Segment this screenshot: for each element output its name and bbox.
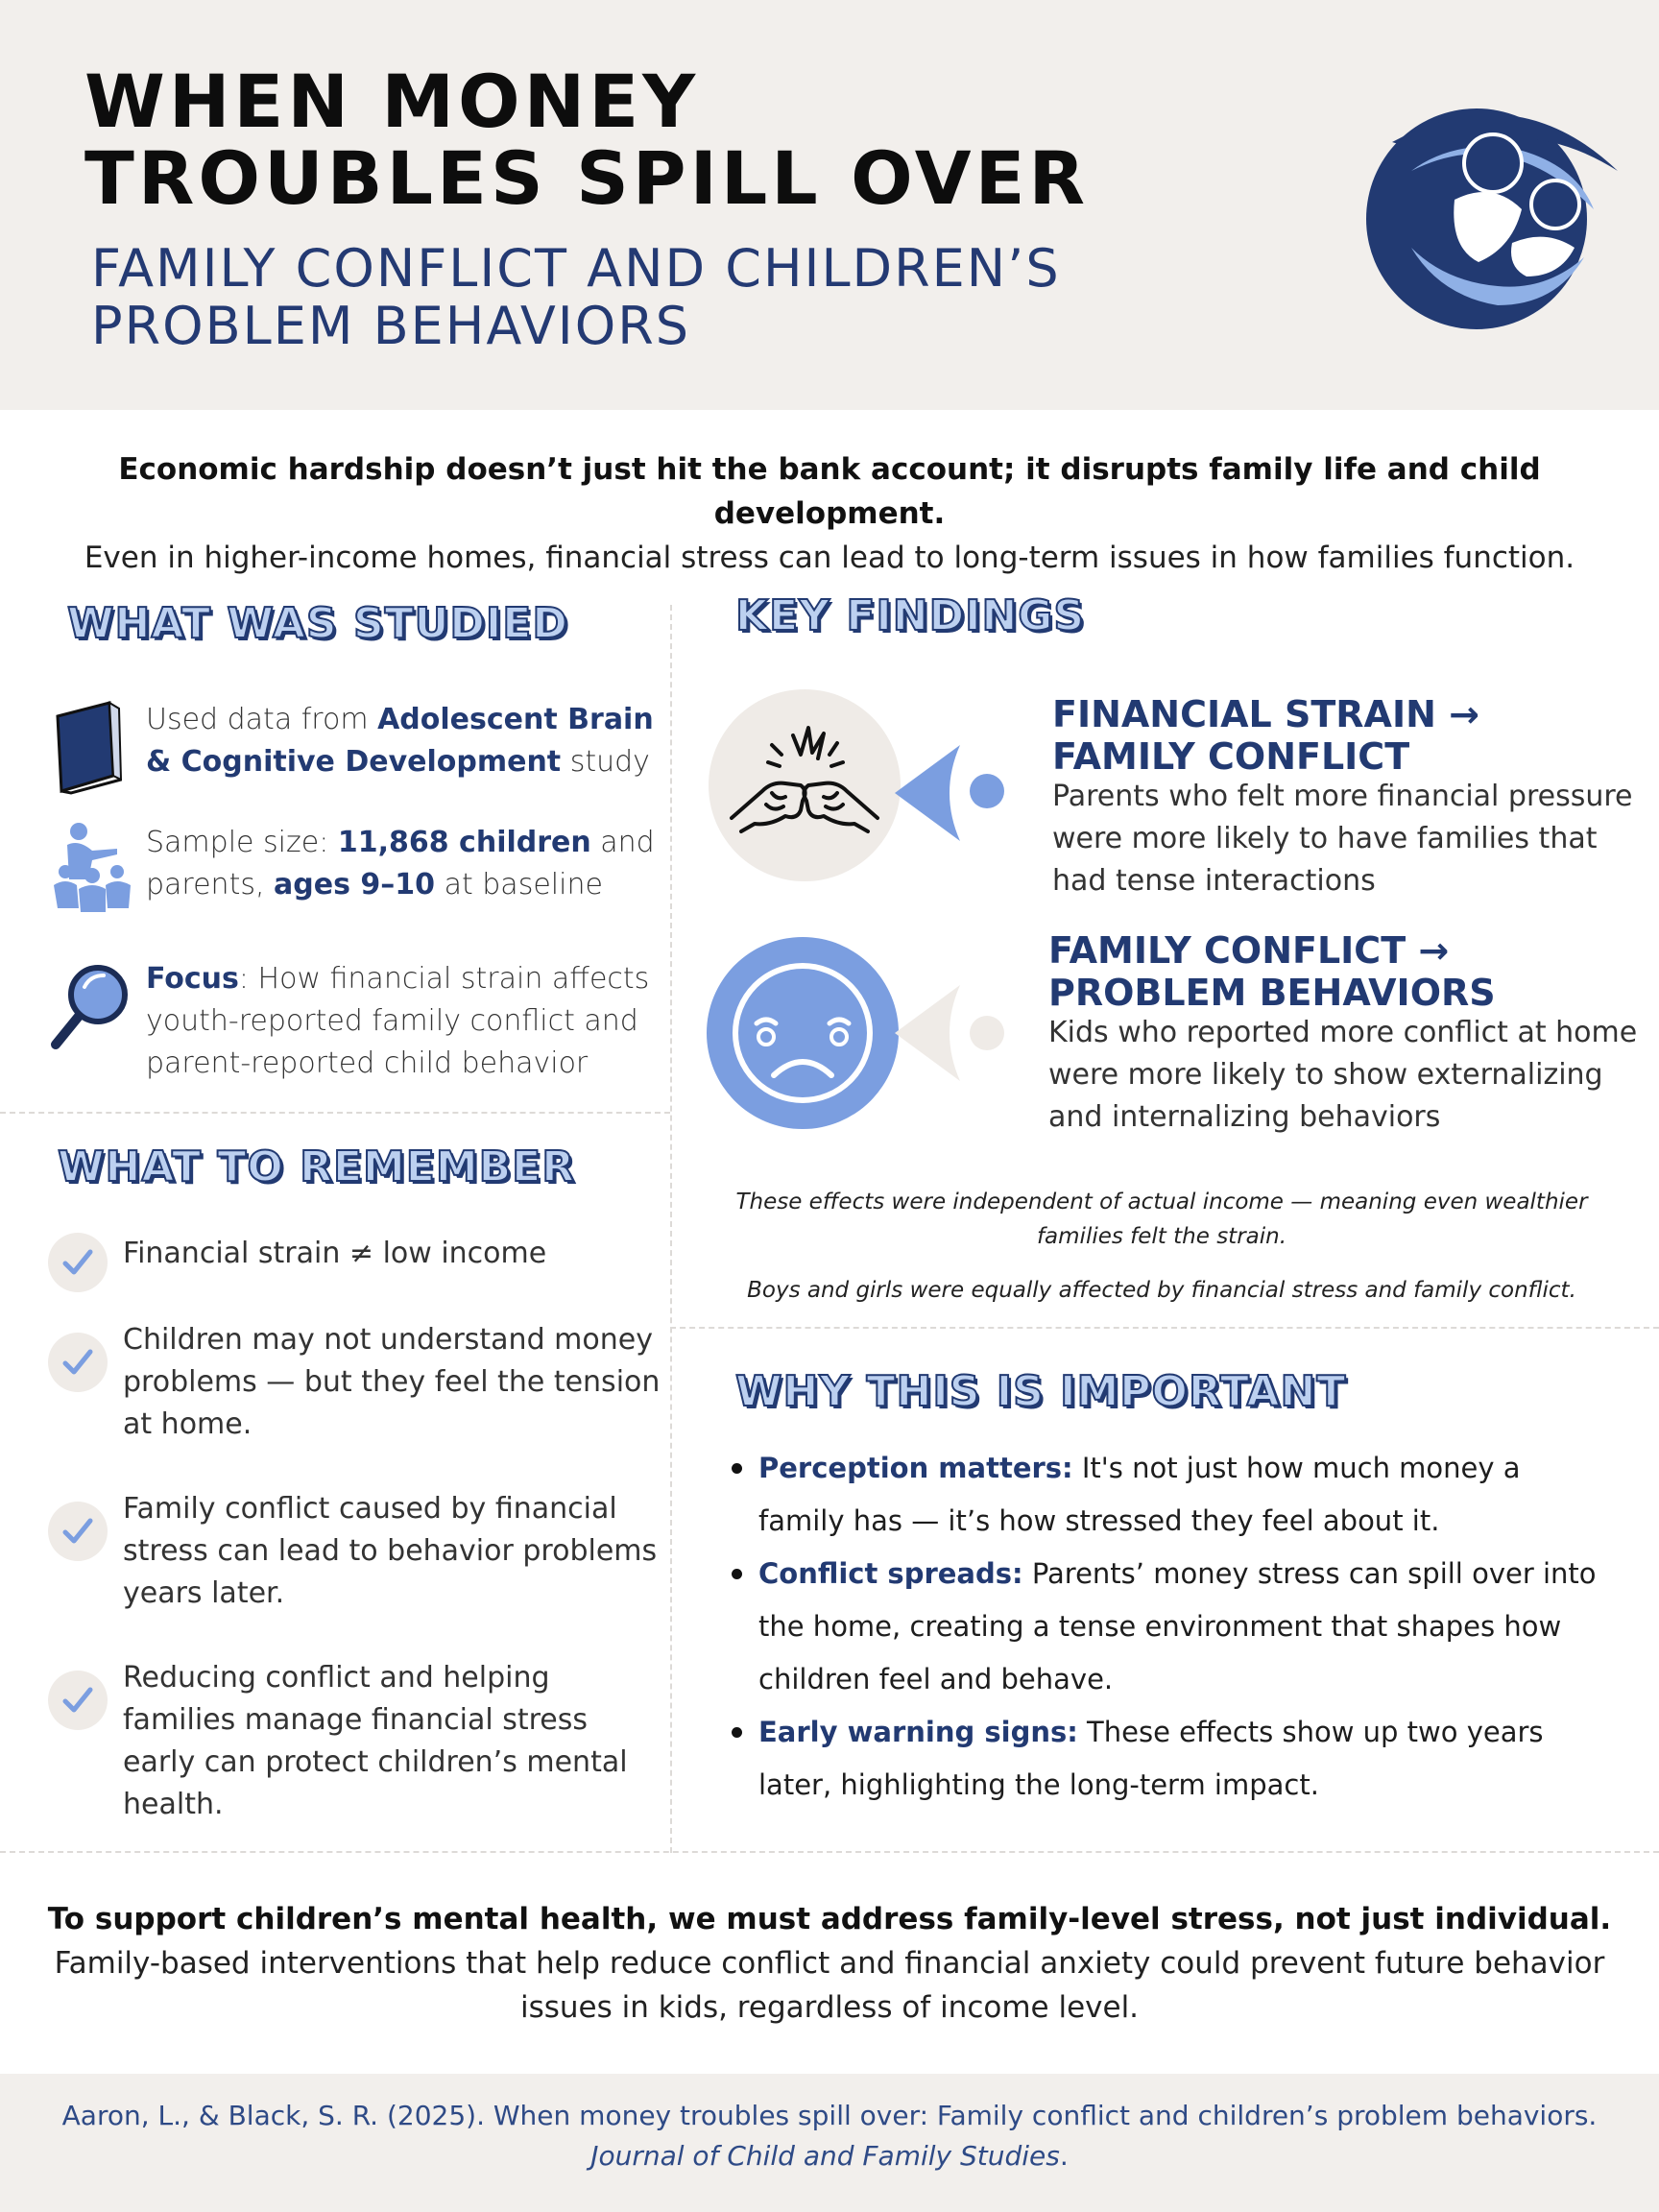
why-item: Conflict spreads: Parents’ money stress can spill over into the home, creating a tense environment that shapes how children feel and behave. <box>730 1548 1613 1706</box>
page-title <box>84 59 1090 221</box>
remember-heading: WHAT TO REMEMBER <box>58 1142 576 1191</box>
studied-heading: WHAT WAS STUDIED <box>67 599 568 648</box>
remember-text: Reducing conflict and helping families manage financial stress early can protect children’s mental health. <box>123 1661 628 1821</box>
citation: Aaron, L., & Black, S. R. (2025). When money troubles spill over: Family conflict and children’s problem behaviors. Journal of Child and Family Studies. <box>61 2100 1598 2172</box>
divider-left <box>0 1112 670 1114</box>
vertical-divider <box>670 605 672 1853</box>
finding-icon-circle <box>707 937 899 1129</box>
page-subtitle <box>91 240 1061 355</box>
remember-text: Family conflict caused by financial stress can lead to behavior problems years later. <box>123 1492 658 1610</box>
finding-icon-circle <box>709 689 901 881</box>
divider-right <box>670 1327 1659 1329</box>
magnifier-icon <box>50 958 136 1054</box>
check-icon <box>48 1233 108 1292</box>
conclusion <box>38 1897 1621 2030</box>
why-list <box>730 1442 1613 1812</box>
title-line-2: TROUBLES SPILL OVER <box>84 135 1090 221</box>
study-item-text: Focus: How financial strain affects youth-reported family conflict and parent-reported child behavior <box>146 962 650 1080</box>
conclusion-plain: Family-based interventions that help reduce conflict and financial anxiety could prevent future behavior issues in kids, regardless of income level. <box>54 1946 1605 2025</box>
family-logo-icon <box>1354 104 1623 334</box>
check-icon <box>48 1671 108 1730</box>
conflict-fists-icon <box>709 689 901 881</box>
why-item: Perception matters: It's not just how much money a family has — it’s how stressed they feel about it. <box>730 1442 1613 1548</box>
check-icon <box>48 1333 108 1392</box>
family-icon <box>50 822 136 918</box>
why-item: Early warning signs: These effects show up two years later, highlighting the long-term impact. <box>730 1706 1613 1812</box>
sad-face-icon <box>707 937 899 1129</box>
arrow-pointer-icon <box>895 741 1010 847</box>
study-item-text: Used data from Adolescent Brain & Cognitive Development study <box>146 703 654 779</box>
check-icon <box>48 1502 108 1561</box>
findings-heading: KEY FINDINGS <box>735 591 1086 640</box>
findings-note-gender: Boys and girls were equally affected by financial stress and family conflict. <box>747 1278 1576 1303</box>
subtitle-line-1: FAMILY CONFLICT AND CHILDREN’S <box>91 238 1061 299</box>
arrow-pointer-icon <box>895 981 1010 1087</box>
intro-bold: Economic hardship doesn’t just hit the bank account; it disrupts family life and child development. <box>118 452 1541 531</box>
finding-title: FAMILY CONFLICT → PROBLEM BEHAVIORS <box>1048 929 1496 1014</box>
finding-title: FINANCIAL STRAIN → FAMILY CONFLICT <box>1052 693 1479 778</box>
intro-text <box>38 447 1621 580</box>
remember-text: Children may not understand money problems — but they feel the tension at home. <box>123 1323 661 1441</box>
remember-text: Financial strain ≠ low income <box>123 1237 547 1270</box>
finding-text: Kids who reported more conflict at home were more likely to show externalizing and internalizing behaviors <box>1048 1016 1638 1134</box>
book-icon <box>50 699 136 795</box>
intro-plain: Even in higher-income homes, financial stress can lead to long-term issues in how families function. <box>84 541 1575 575</box>
title-line-1: WHEN MONEY <box>84 59 700 144</box>
findings-note-income: These effects were independent of actual income — meaning even wealthier families felt the strain. <box>735 1190 1588 1249</box>
conclusion-bold: To support children’s mental health, we must address family-level stress, not just individual. <box>47 1902 1612 1936</box>
finding-text: Parents who felt more financial pressure were more likely to have families that had tense interactions <box>1052 780 1633 898</box>
subtitle-line-2: PROBLEM BEHAVIORS <box>91 296 691 356</box>
divider-bottom <box>0 1851 1659 1853</box>
study-item-text: Sample size: 11,868 children and parents, ages 9–10 at baseline <box>146 826 655 902</box>
why-heading: WHY THIS IS IMPORTANT <box>735 1367 1347 1416</box>
